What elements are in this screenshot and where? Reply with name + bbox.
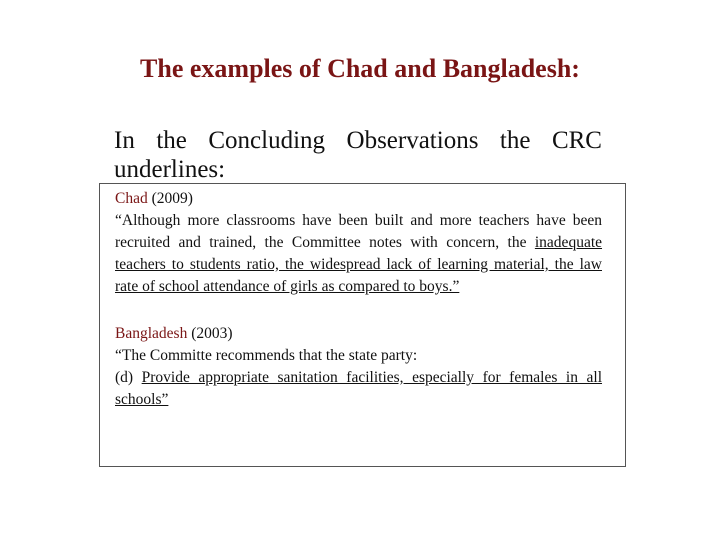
chad-block <box>115 188 602 298</box>
chad-quote-underlined: inadequate teachers to students ratio, the widespread lack of learning material, the law rate of school attendance of girls as compared to boys.” <box>115 234 603 295</box>
quote-box <box>99 183 626 467</box>
slide-title: The examples of Chad and Bangladesh: <box>140 54 580 83</box>
bangladesh-line1: “The Committe recommends that the state party: <box>115 347 418 364</box>
bangladesh-country-label: Bangladesh <box>115 325 188 342</box>
chad-country-label: Chad <box>115 190 148 207</box>
bangladesh-block <box>115 323 602 411</box>
chad-heading <box>115 188 602 210</box>
bangladesh-item <box>115 367 602 411</box>
intro-text: In the Concluding Observations the CRC underlines: <box>114 127 602 183</box>
bangladesh-heading <box>115 323 602 345</box>
bangladesh-item-prefix: (d) <box>115 369 134 386</box>
chad-quote-plain: “Although more classrooms have been built and more teachers have been recruited and trained, the Committee notes with concern, the <box>115 212 602 251</box>
bangladesh-item-underlined: Provide appropriate sanitation facilities, especially for females in all schools” <box>115 369 603 408</box>
chad-year: (2009) <box>151 190 193 207</box>
chad-quote <box>115 210 602 298</box>
bangladesh-year: (2003) <box>191 325 233 342</box>
